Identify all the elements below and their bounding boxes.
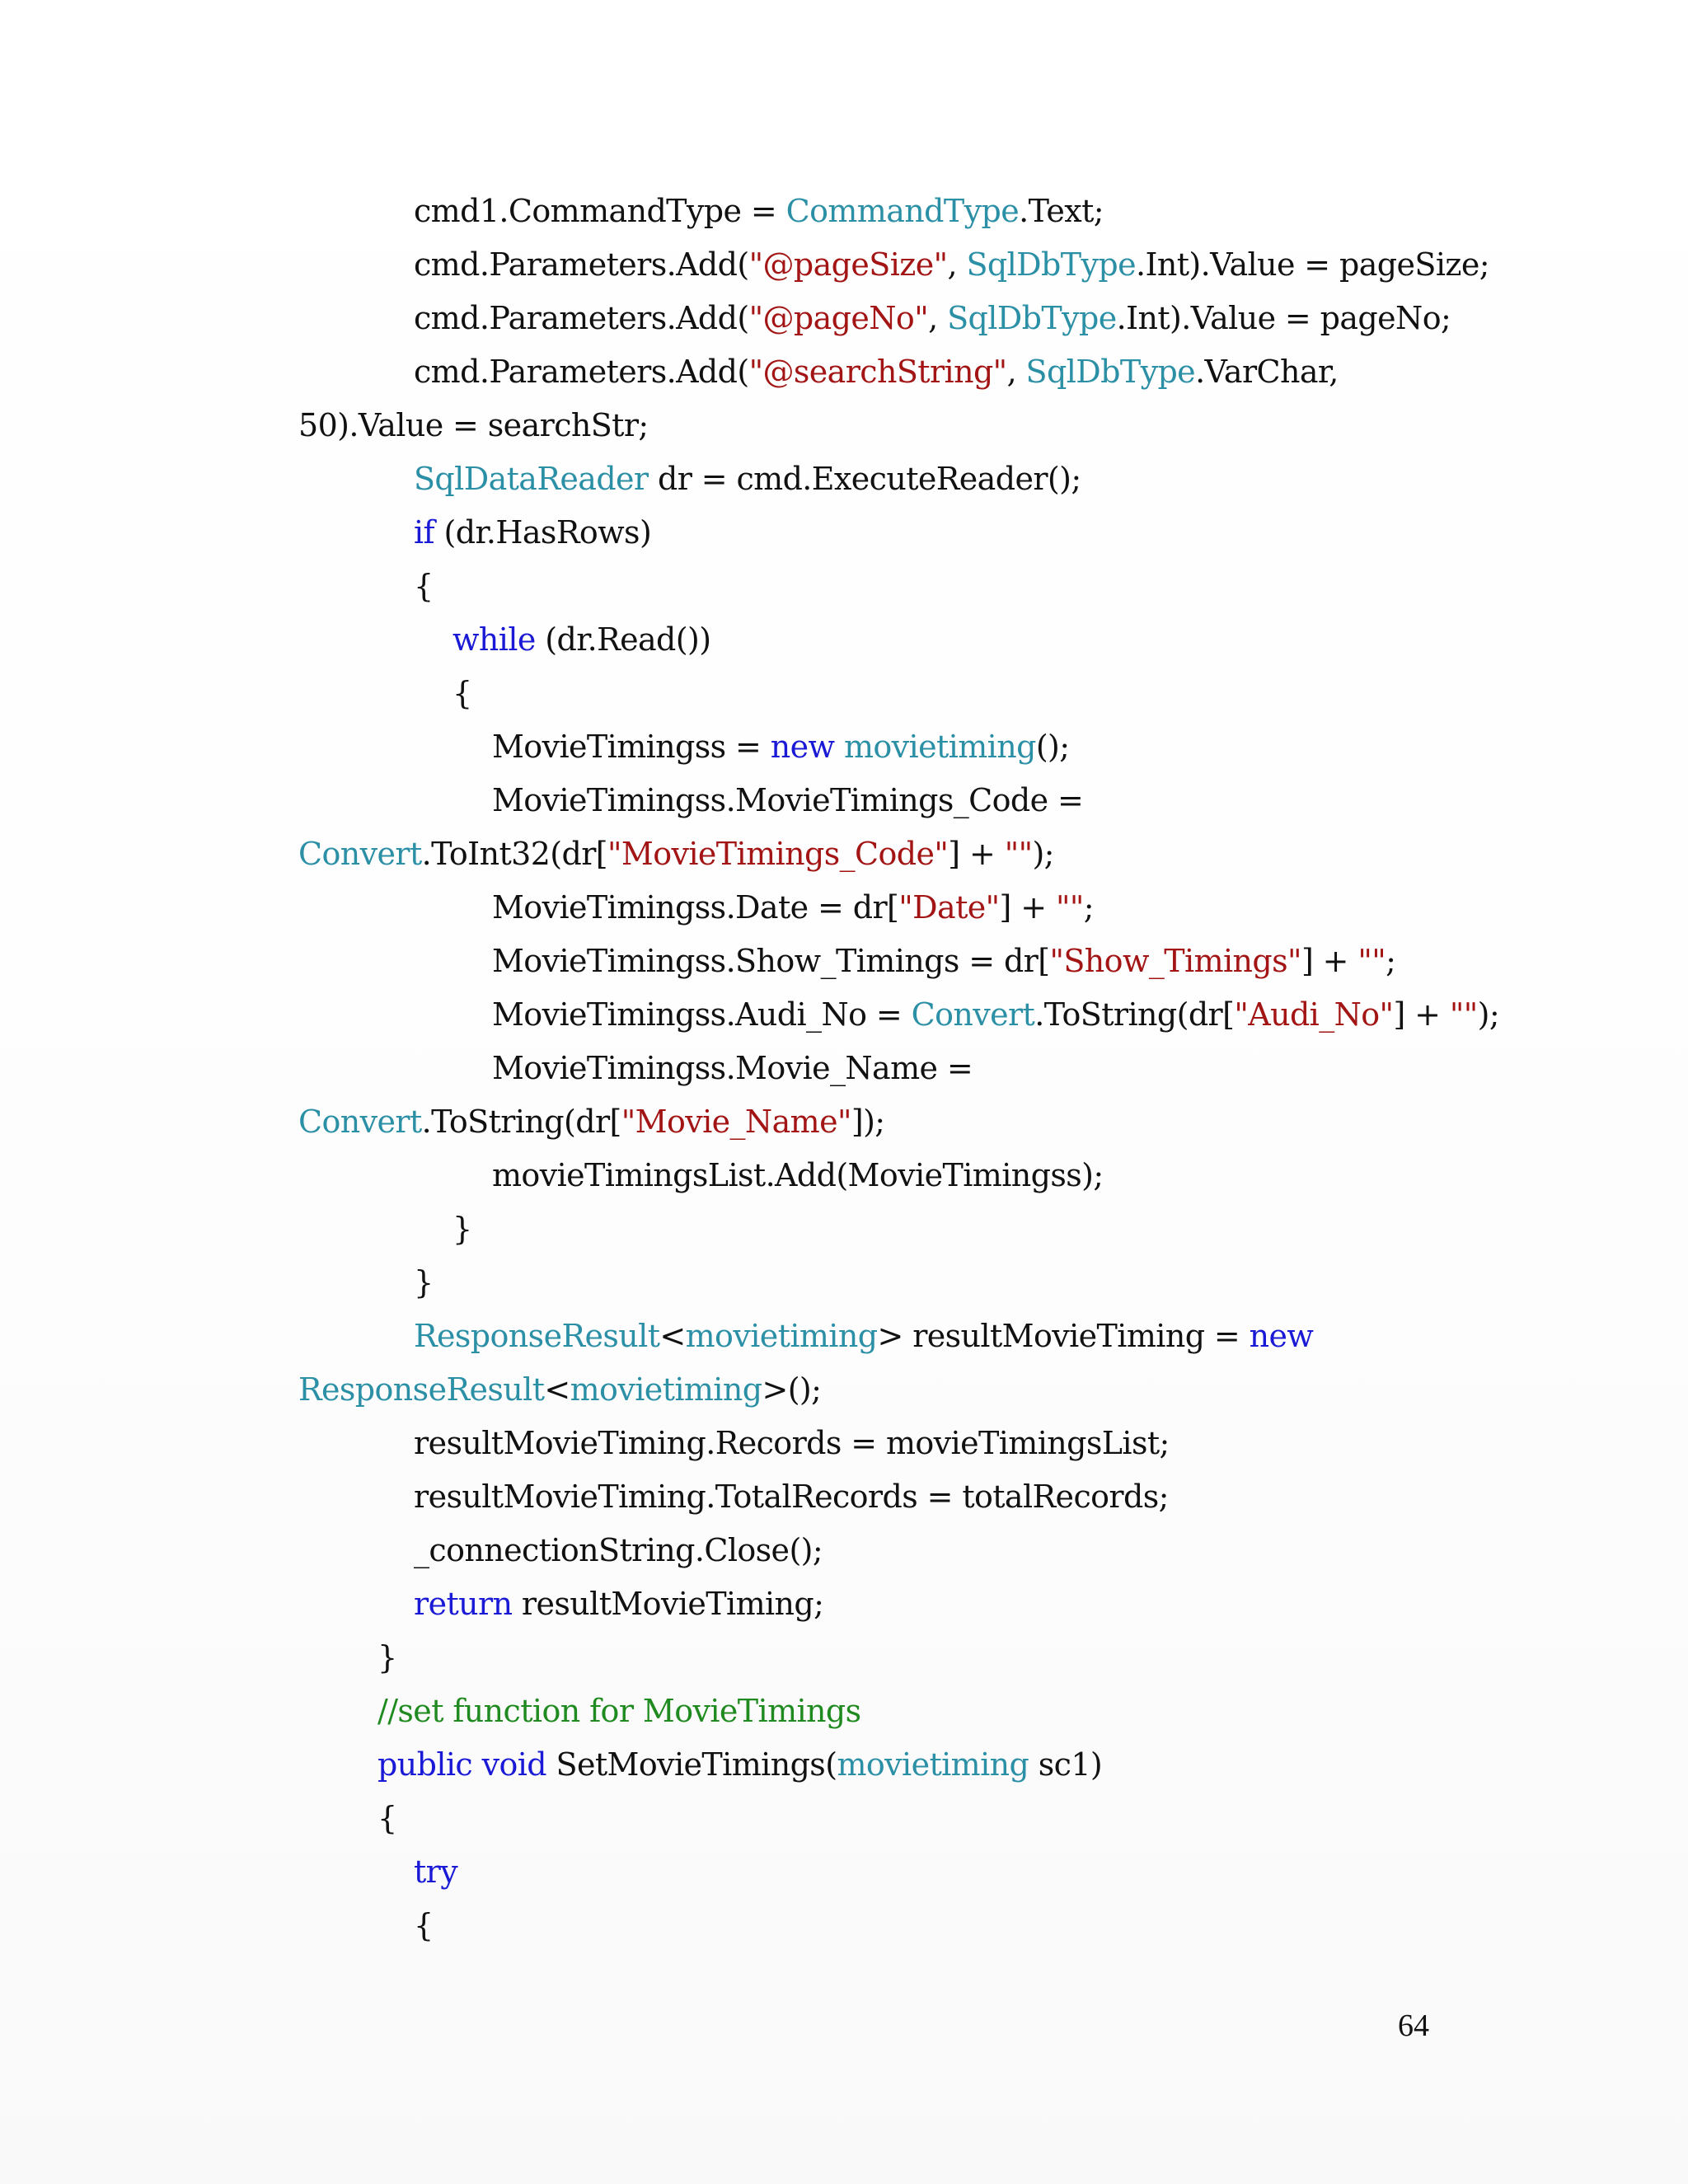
code-token: SetMovieTimings(: [546, 1746, 837, 1783]
code-line: [0, 1899, 1688, 1952]
code-token: .Text;: [1019, 193, 1104, 229]
code-token: movietiming: [837, 1746, 1029, 1783]
code-token: .VarChar,: [1195, 354, 1339, 390]
code-line: [0, 881, 1688, 935]
code-line: [0, 613, 1688, 667]
code-token: movieTimingsList.Add(MovieTimingss);: [492, 1157, 1104, 1193]
code-token: movietiming: [685, 1318, 878, 1354]
code-token: <: [544, 1371, 570, 1408]
code-line: [0, 1577, 1688, 1631]
code-token: {: [414, 1907, 434, 1943]
code-token: {: [377, 1800, 397, 1836]
code-token: "": [1004, 836, 1033, 872]
code-line: [0, 399, 1688, 452]
code-token: "Show_Timings": [1049, 943, 1301, 979]
code-line: [0, 1149, 1688, 1202]
code-token: MovieTimingss.Date = dr[: [492, 889, 899, 926]
code-token: );: [1032, 836, 1054, 872]
code-line: [0, 1256, 1688, 1310]
code-line: [0, 238, 1688, 292]
code-token: ,: [947, 246, 967, 283]
code-token: new: [770, 729, 835, 765]
code-line: [0, 774, 1688, 827]
code-token: ResponseResult: [414, 1318, 660, 1354]
code-line: [0, 1042, 1688, 1095]
code-token: "": [1449, 996, 1478, 1033]
code-token: <: [659, 1318, 686, 1354]
code-token: Convert: [298, 1104, 422, 1140]
code-line: [0, 292, 1688, 345]
code-line: [0, 345, 1688, 399]
code-token: ResponseResult: [298, 1371, 545, 1408]
code-line: [0, 1363, 1688, 1417]
code-token: [472, 1746, 481, 1783]
code-line: [0, 185, 1688, 238]
code-listing: [0, 185, 1688, 1952]
code-line: [0, 827, 1688, 881]
code-line: [0, 667, 1688, 720]
code-token: "@pageSize": [748, 246, 948, 283]
code-token: ] +: [948, 836, 1005, 872]
code-token: }: [452, 1211, 472, 1247]
code-token: }: [377, 1639, 397, 1675]
code-token: sc1): [1029, 1746, 1103, 1783]
code-token: new: [1249, 1318, 1314, 1354]
page-number: 64: [1398, 2008, 1429, 2043]
code-token: MovieTimingss.MovieTimings_Code =: [492, 782, 1084, 818]
code-line: [0, 720, 1688, 774]
code-token: cmd.Parameters.Add(: [414, 300, 749, 336]
code-token: if: [414, 514, 435, 551]
code-token: ] +: [1393, 996, 1450, 1033]
code-token: ,: [928, 300, 948, 336]
code-token: > resultMovieTiming =: [877, 1318, 1250, 1354]
code-token: Convert: [911, 996, 1035, 1033]
code-line: [0, 1095, 1688, 1149]
code-token: .Int).Value = pageSize;: [1135, 246, 1489, 283]
code-token: MovieTimingss.Audi_No =: [492, 996, 912, 1033]
code-line: [0, 1685, 1688, 1738]
code-token: ;: [1386, 943, 1396, 979]
code-token: void: [481, 1746, 547, 1783]
code-token: "Audi_No": [1234, 996, 1394, 1033]
code-line: [0, 1202, 1688, 1256]
code-token: resultMovieTiming.TotalRecords = totalRecords;: [414, 1479, 1169, 1515]
code-line: [0, 1310, 1688, 1363]
code-token: cmd.Parameters.Add(: [414, 246, 749, 283]
code-token: [834, 729, 843, 765]
code-token: "Movie_Name": [621, 1104, 851, 1140]
code-token: resultMovieTiming;: [512, 1586, 824, 1622]
code-token: MovieTimingss.Movie_Name =: [492, 1050, 973, 1086]
code-line: [0, 452, 1688, 506]
code-line: [0, 1631, 1688, 1685]
code-token: .Int).Value = pageNo;: [1116, 300, 1451, 336]
code-token: CommandType: [785, 193, 1020, 229]
code-token: SqlDbType: [947, 300, 1117, 336]
code-token: {: [452, 675, 472, 711]
code-token: MovieTimingss =: [492, 729, 771, 765]
code-token: cmd1.CommandType =: [414, 193, 786, 229]
code-token: ,: [1006, 354, 1026, 390]
code-token: MovieTimingss.Show_Timings = dr[: [492, 943, 1050, 979]
code-token: dr = cmd.ExecuteReader();: [648, 461, 1081, 497]
code-token: );: [1477, 996, 1500, 1033]
code-token: while: [452, 621, 536, 658]
code-line: [0, 1792, 1688, 1845]
code-token: try: [414, 1854, 458, 1890]
code-token: "": [1055, 889, 1084, 926]
code-token: //set function for MovieTimings: [377, 1693, 861, 1729]
code-token: "@pageNo": [748, 300, 929, 336]
code-token: movietiming: [843, 729, 1036, 765]
code-line: [0, 1524, 1688, 1577]
code-line: [0, 935, 1688, 988]
code-token: Convert: [298, 836, 422, 872]
code-token: movietiming: [570, 1371, 762, 1408]
code-token: (dr.HasRows): [434, 514, 652, 551]
code-token: {: [414, 568, 434, 604]
code-token: SqlDbType: [1025, 354, 1196, 390]
code-token: "Date": [898, 889, 1000, 926]
code-token: resultMovieTiming.Records = movieTimingsList;: [414, 1425, 1170, 1461]
code-token: >();: [762, 1371, 822, 1408]
code-token: 50).Value = searchStr;: [298, 407, 649, 443]
code-line: [0, 1738, 1688, 1792]
code-token: ]);: [851, 1104, 885, 1140]
code-token: ();: [1035, 729, 1070, 765]
code-token: return: [414, 1586, 513, 1622]
code-line: [0, 560, 1688, 613]
code-line: [0, 1470, 1688, 1524]
code-token: public: [377, 1746, 473, 1783]
code-token: .ToInt32(dr[: [421, 836, 608, 872]
code-token: }: [414, 1264, 434, 1301]
code-token: SqlDbType: [966, 246, 1136, 283]
code-token: .ToString(dr[: [1034, 996, 1235, 1033]
code-token: "MovieTimings_Code": [607, 836, 949, 872]
code-token: (dr.Read()): [535, 621, 711, 658]
code-line: [0, 988, 1688, 1042]
code-line: [0, 506, 1688, 560]
code-token: SqlDataReader: [414, 461, 649, 497]
code-token: "": [1357, 943, 1386, 979]
code-token: ] +: [999, 889, 1056, 926]
code-token: .ToString(dr[: [421, 1104, 621, 1140]
code-token: ] +: [1301, 943, 1358, 979]
code-line: [0, 1845, 1688, 1899]
code-token: cmd.Parameters.Add(: [414, 354, 749, 390]
code-token: "@searchString": [748, 354, 1007, 390]
code-token: ;: [1083, 889, 1094, 926]
code-line: [0, 1417, 1688, 1470]
code-token: _connectionString.Close();: [414, 1532, 823, 1568]
